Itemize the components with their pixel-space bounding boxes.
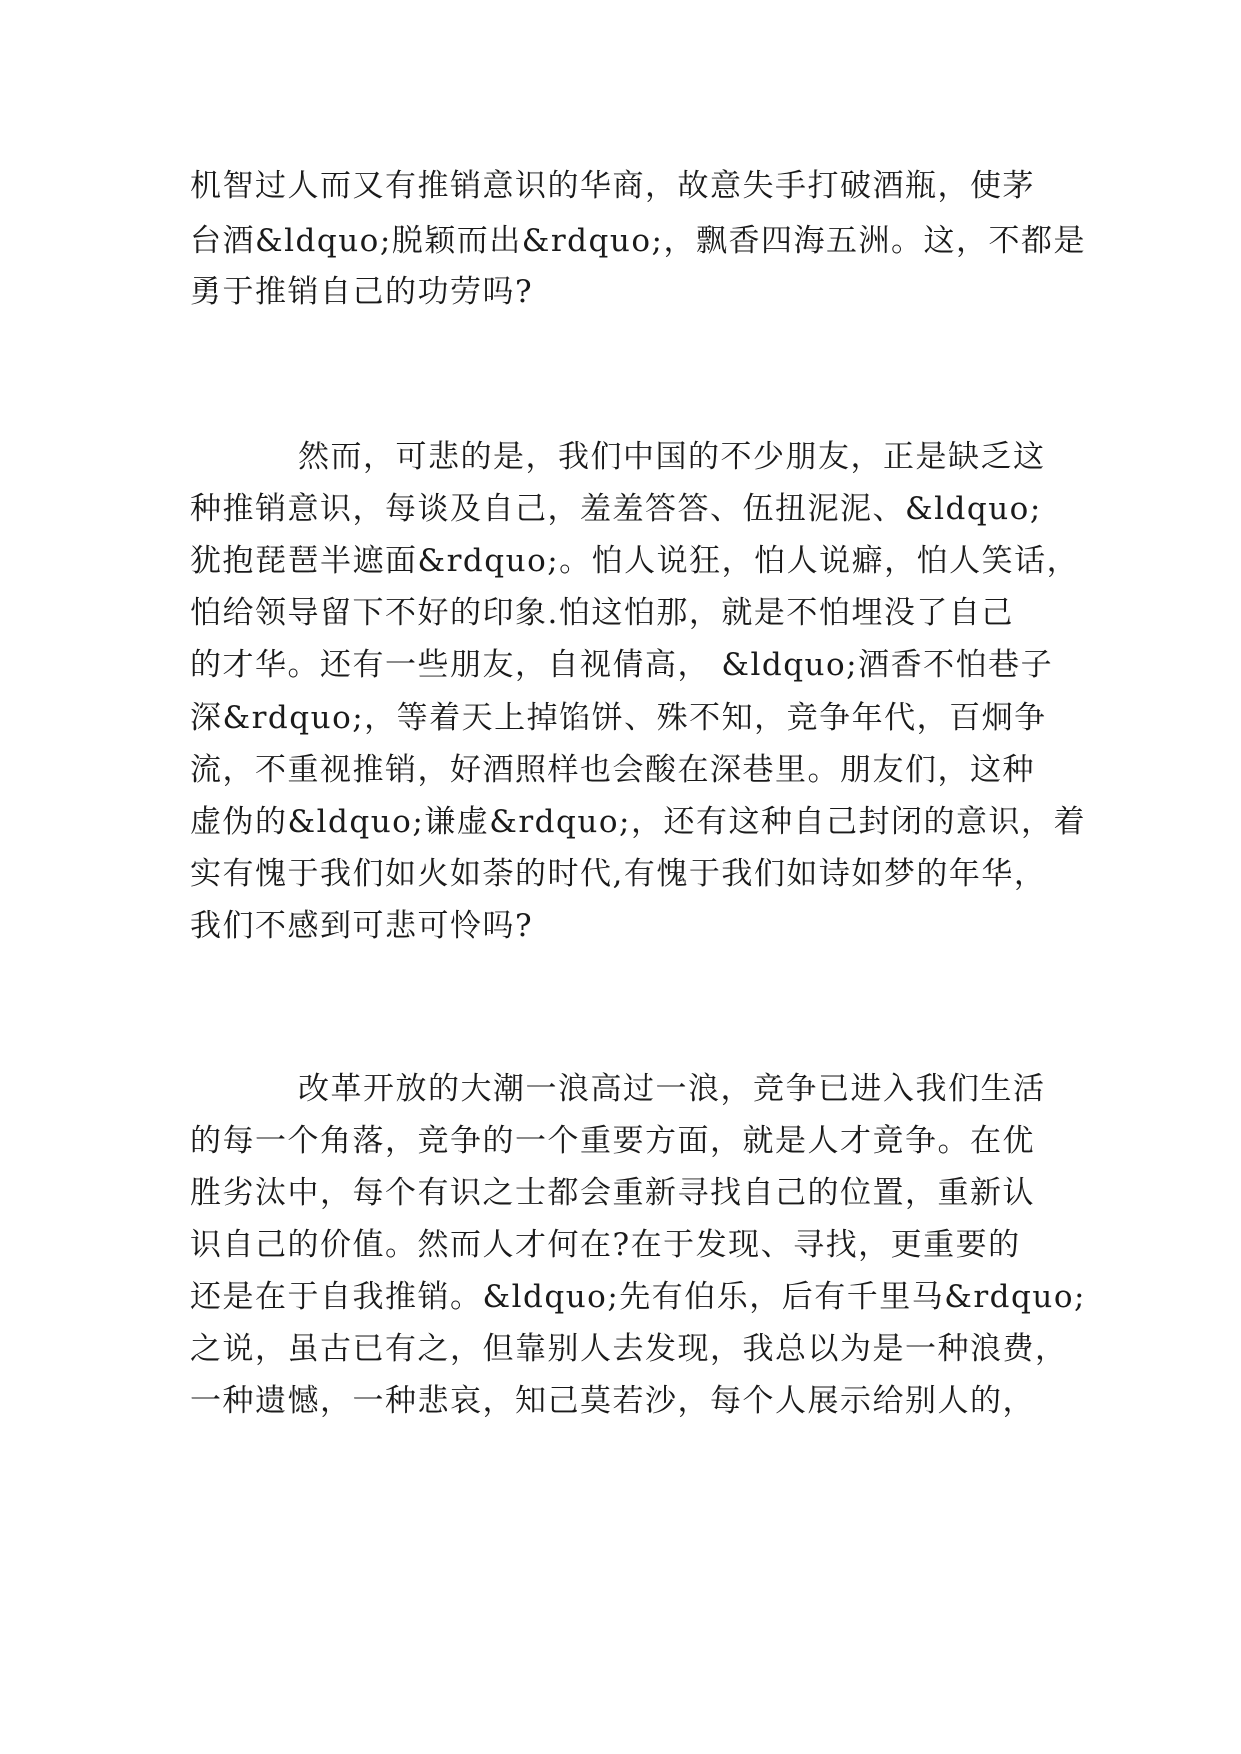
text-line: 改革开放的大潮一浪高过一浪，竞争已进入我们生活 [298, 1071, 1046, 1107]
text-line: 勇于推销自己的功劳吗? [190, 274, 534, 310]
text-line: 然而，可悲的是，我们中国的不少朋友，正是缺乏这 [298, 439, 1046, 475]
text-line: 的才华。还有一些朋友，自视倩高， &ldquo;酒香不怕巷子 [190, 647, 1054, 683]
text-line: 机智过人而又有推销意识的华商，故意失手打破酒瓶，使茅 [190, 168, 1035, 204]
text-line: 流，不重视推销，好酒照样也会酸在深巷里。朋友们，这种 [190, 752, 1035, 788]
text-line: 实有愧于我们如火如荼的时代,有愧于我们如诗如梦的年华， [190, 856, 1047, 892]
text-line: 台酒&ldquo;脱颖而出&rdquo;，飘香四海五洲。这，不都是 [190, 223, 1086, 259]
text-line: 一种遗憾，一种悲哀，知己莫若沙，每个人展示给别人的， [190, 1383, 1035, 1419]
text-line: 种推销意识，每谈及自己，羞羞答答、伍扭泥泥、&ldquo; [190, 491, 1042, 527]
text-line: 还是在于自我推销。&ldquo;先有伯乐，后有千里马&rdquo; [190, 1279, 1086, 1315]
text-line: 怕给领导留下不好的印象.怕这怕那，就是不怕埋没了自己 [190, 595, 1014, 631]
text-line: 虚伪的&ldquo;谦虚&rdquo;，还有这种自己封闭的意识，着 [190, 804, 1086, 840]
text-line: 我们不感到可悲可怜吗? [190, 908, 534, 944]
text-line: 胜劣汰中，每个有识之士都会重新寻找自己的位置，重新认 [190, 1175, 1035, 1211]
text-line: 识自己的价值。然而人才何在?在于发现、寻找，更重要的 [190, 1227, 1021, 1263]
text-line: 的每一个角落，竞争的一个重要方面，就是人才竟争。在优 [190, 1123, 1035, 1159]
text-line: 之说，虽古已有之，但靠别人去发现，我总以为是一种浪费， [190, 1331, 1068, 1367]
text-line: 深&rdquo;，等着天上掉馅饼、殊不知，竞争年代，百炯争 [190, 700, 1047, 736]
text-line: 犹抱琵琶半遮面&rdquo;。怕人说狂，怕人说癖，怕人笑话， [190, 543, 1080, 579]
